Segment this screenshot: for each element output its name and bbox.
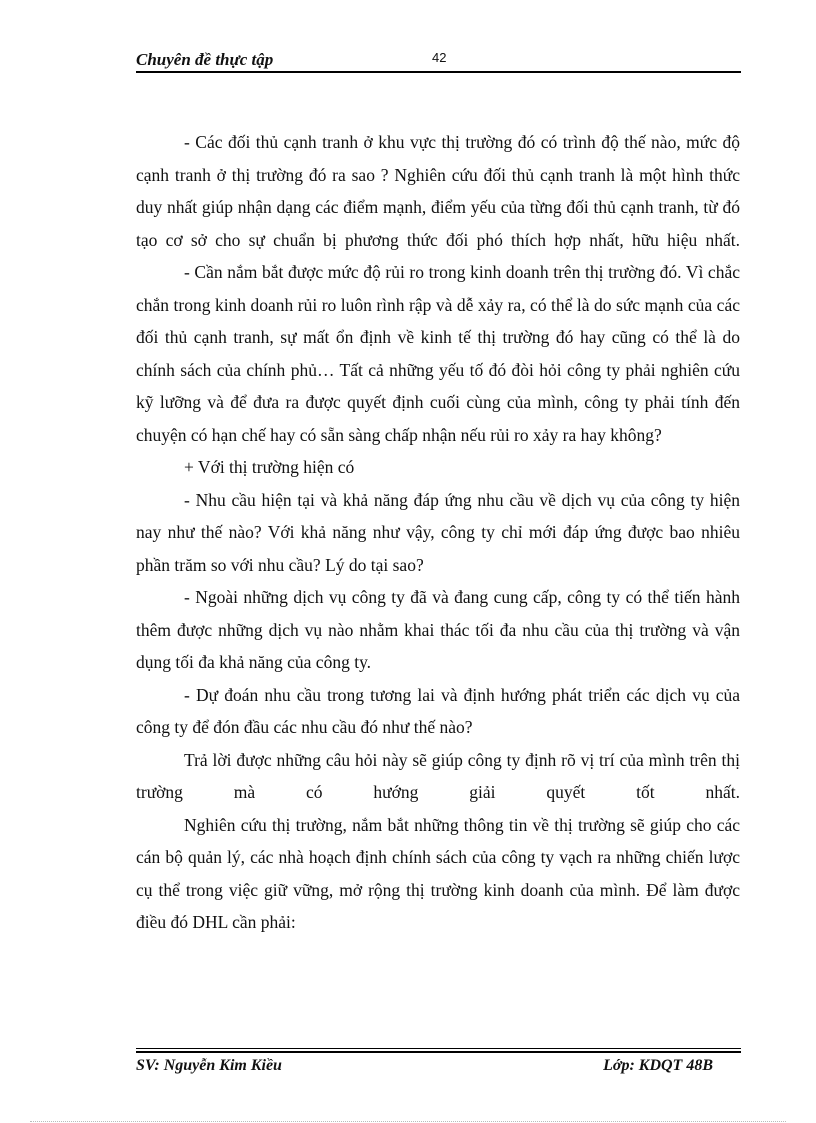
- footer-student-name: SV: Nguyễn Kim Kiều: [136, 1057, 282, 1074]
- footer-rule-thick: [136, 1051, 741, 1053]
- page-edge-divider: [30, 1121, 786, 1122]
- paragraph-current-demand: - Nhu cầu hiện tại và khả năng đáp ứng nhu cầu về dịch vụ của công ty hiện nay như thế nào? Với khả năng như vậy, công ty chỉ mới đáp ứng được bao nhiêu phần trăm so với nhu cầu? Lý do tại sao?: [136, 489, 740, 575]
- paragraph-additional-services: - Ngoài những dịch vụ công ty đã và đang cung cấp, công ty có thể tiến hành thêm được những dịch vụ nào nhằm khai thác tối đa nhu cầu của thị trường và vận dụng tối đa khả năng của công ty.: [136, 587, 740, 672]
- paragraph-answers: Trả lời được những câu hỏi này sẽ giúp công ty định rõ vị trí của mình trên thị trường mà có hướng giải quyết tốt nhất.: [136, 749, 740, 802]
- header-rule: [136, 71, 741, 73]
- header-title: Chuyên đề thực tập: [136, 50, 274, 69]
- paragraph-competitors: - Các đối thủ cạnh tranh ở khu vực thị trường đó có trình độ thế nào, mức độ cạnh tranh ở thị trường đó ra sao ? Nghiên cứu đối thủ cạnh tranh là một hình thức duy nhất giúp nhận dạng các điểm mạnh, điểm yếu của từng đối thủ cạnh tranh, từ đó tạo cơ sở cho sự chuẩn bị phương thức đối phó thích hợp nhất, hữu hiệu nhất.: [136, 132, 740, 250]
- paragraph-future-demand: - Dự đoán nhu cầu trong tương lai và định hướng phát triển các dịch vụ của công ty để đón đầu các nhu cầu đó như thế nào?: [136, 684, 740, 737]
- paragraph-market-research: Nghiên cứu thị trường, nắm bắt những thông tin về thị trường sẽ giúp cho các cán bộ quản lý, các nhà hoạch định chính sách của công ty vạch ra những chiến lược cụ thể trong việc giữ vững, mở rộng thị trường kinh doanh của mình. Để làm được điều đó DHL cần phải:: [136, 814, 740, 932]
- footer-rule: [136, 1048, 741, 1049]
- paragraph-existing-market-heading: + Với thị trường hiện có: [184, 457, 355, 477]
- page-number: 42: [432, 50, 447, 65]
- page-header: [136, 47, 741, 73]
- page-footer: [136, 1048, 741, 1078]
- body-text: [136, 126, 740, 939]
- paragraph-risk: - Cần nắm bắt được mức độ rủi ro trong kinh doanh trên thị trường đó. Vì chắc chắn trong kinh doanh rủi ro luôn rình rập và dễ xảy ra, có thể là do sức mạnh của các đối thủ cạnh tranh, sự mất ổn định về kinh tế thị trường đó hay cũng có thể là do chính sách của chính phủ… Tất cả những yếu tố đó đòi hỏi công ty phải nghiên cứu kỹ lưỡng và để đưa ra được quyết định cuối cùng của mình, công ty phải tính đến chuyện có hạn chế hay có sẵn sàng chấp nhận nếu rủi ro xảy ra hay không?: [136, 262, 740, 445]
- footer-class-name: Lớp: KDQT 48B: [603, 1057, 713, 1074]
